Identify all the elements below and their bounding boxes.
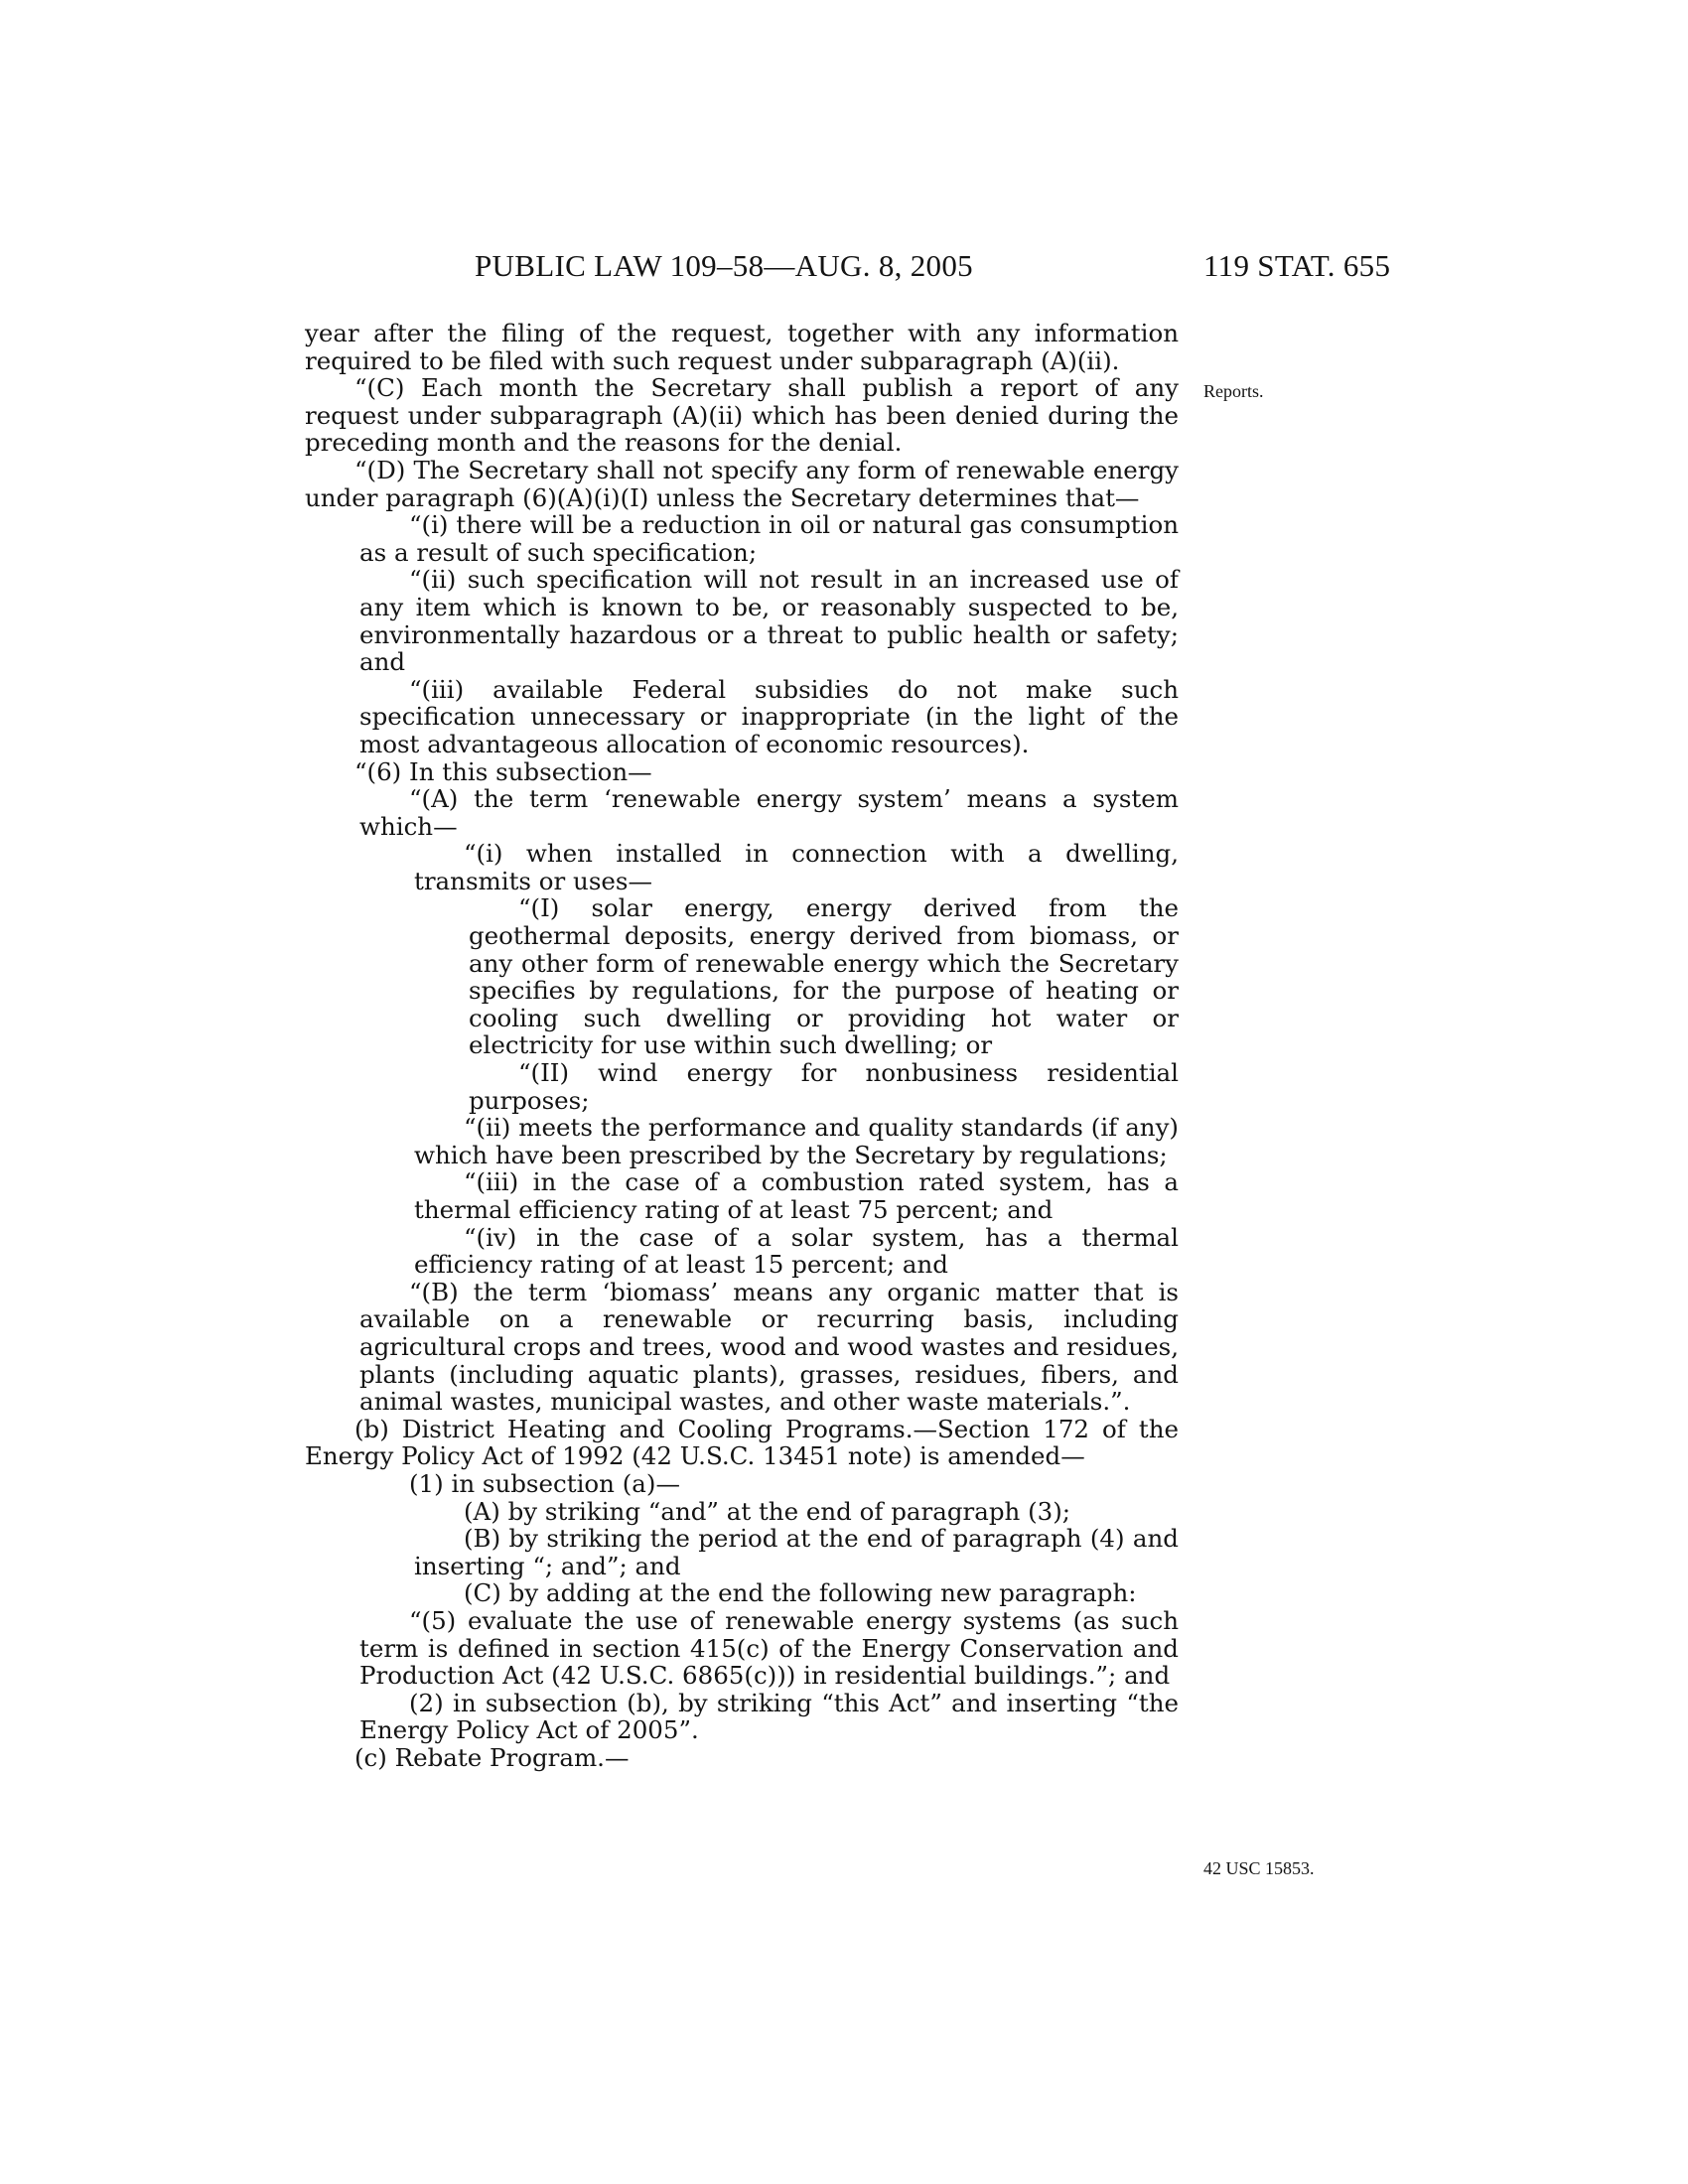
item-2: (2) in subsection (b), by striking “this Act” and inserting “the Energy Policy Act of 2005”. bbox=[359, 1688, 1179, 1745]
page-number: 119 STAT. 655 bbox=[1203, 248, 1391, 283]
clause-a-i: “(i) when installed in connection with a dwelling, transmits or uses— bbox=[414, 839, 1179, 895]
clause-a-iv: “(iv) in the case of a solar system, has a thermal efficiency rating of at least 15 percent; and bbox=[414, 1222, 1179, 1280]
item-1: (1) in subsection (a)— bbox=[409, 1468, 680, 1498]
item-1-a: (A) by striking “and” at the end of paragraph (3); bbox=[464, 1496, 1071, 1526]
statute-text bbox=[305, 320, 1179, 1771]
subsection-c: (c) Rebate Program.— bbox=[354, 1742, 630, 1772]
clause-ii: “(ii) such specification will not result in an increased use of any item which is known to be, or reasonably suspected to be, environmentally hazardous or a threat to public health or safety; and bbox=[359, 565, 1179, 677]
paragraph-c: “(C) Each month the Secretary shall publish a report of any request under subparagraph (A)(ii) which has been denied during the preceding month and the reasons for the denial. bbox=[305, 373, 1179, 458]
running-head: PUBLIC LAW 109–58—AUG. 8, 2005 bbox=[475, 248, 973, 283]
inserted-paragraph-5: “(5) evaluate the use of renewable energy systems (as such term is defined in section 415(c) of the Energy Conservation and Production Act (42 U.S.C. 6865(c))) in residential buildings.”; and bbox=[359, 1605, 1179, 1691]
item-1-b: (B) by striking the period at the end of paragraph (4) and inserting “; and”; and bbox=[414, 1524, 1179, 1580]
subclause-I: “(I) solar energy, energy derived from the geothermal deposits, energy derived from biomass, or any other form of renewable energy which the Secretary specifies by regulations, for the purpose of heating or cooling such dwelling or providing hot water or electricity for use within such dwelling; or bbox=[469, 893, 1179, 1060]
clause-a-ii: “(ii) meets the performance and quality standards (if any) which have been prescribed by the Secretary by regulations; bbox=[414, 1113, 1179, 1169]
paragraph-d: “(D) The Secretary shall not specify any form of renewable energy under paragraph (6)(A)(i)(I) unless the Secretary determines that— bbox=[305, 455, 1179, 512]
page-header bbox=[0, 248, 1688, 292]
paragraph-continuation: year after the filing of the request, together with any information required to be filed with such request under subparagraph (A)(ii). bbox=[305, 319, 1179, 375]
margin-note-usc-citation: 42 USC 15853. bbox=[1203, 1858, 1315, 1878]
item-1-c: (C) by adding at the end the following new paragraph: bbox=[464, 1578, 1137, 1608]
clause-i: “(i) there will be a reduction in oil or natural gas consumption as a result of such specification; bbox=[359, 510, 1179, 567]
clause-iii: “(iii) available Federal subsidies do not make such specification unnecessary or inappropriate (in the light of the most advantageous allocation of economic resources). bbox=[359, 674, 1179, 758]
subparagraph-b: “(B) the term ‘biomass’ means any organic matter that is available on a renewable or recurring basis, including agricultural crops and trees, wood and wood wastes and residues, plants (including aquatic plants), grasses, residues, fibers, and animal wastes, municipal wastes, and other waste materials.”. bbox=[359, 1277, 1179, 1417]
subsection-b: (b) District Heating and Cooling Programs.—Section 172 of the Energy Policy Act of 1992 (42 U.S.C. 13451 note) is amended— bbox=[305, 1414, 1179, 1471]
margin-note-reports: Reports. bbox=[1203, 381, 1264, 401]
subclause-II: “(II) wind energy for nonbusiness residential purposes; bbox=[469, 1058, 1179, 1115]
paragraph-6: “(6) In this subsection— bbox=[354, 756, 652, 786]
clause-a-iii: “(iii) in the case of a combustion rated system, has a thermal efficiency rating of at least 75 percent; and bbox=[414, 1167, 1179, 1224]
subparagraph-a: “(A) the term ‘renewable energy system’ means a system which— bbox=[359, 784, 1179, 841]
